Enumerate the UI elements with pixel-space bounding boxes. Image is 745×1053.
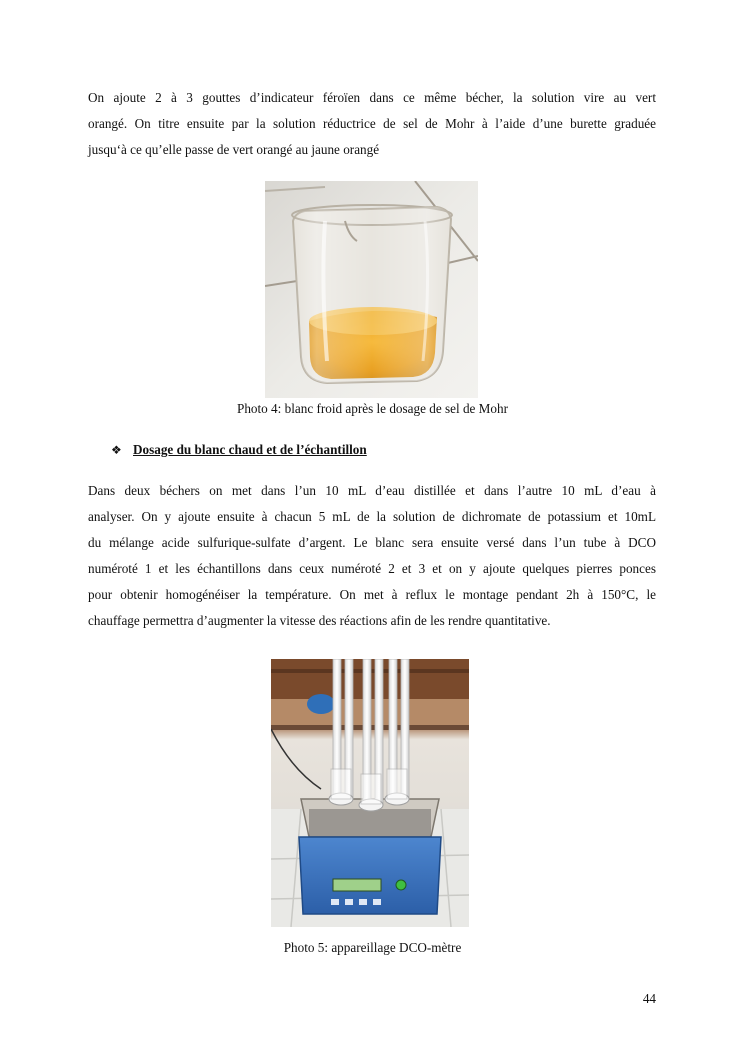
section-title: Dosage du blanc chaud et de l’échantillon bbox=[133, 442, 367, 457]
text-line: analyser. On y ajoute ensuite à chacun 5 mL de la solution de dichromate de potassium et 10mL bbox=[88, 509, 656, 524]
bullet-icon: ❖ bbox=[111, 443, 122, 457]
beaker-photo-image bbox=[265, 181, 478, 398]
text-line: Dans deux béchers on met dans l’un 10 mL d’eau distillée et dans l’autre 10 mL d’eau à bbox=[88, 483, 656, 498]
page-number: 44 bbox=[642, 991, 656, 1006]
text-line: numéroté 1 et les échantillons dans ceux numéroté 2 et 3 et on y ajoute quelques pierres ponces bbox=[88, 561, 656, 576]
paragraph-procedure bbox=[88, 478, 656, 634]
text-line: chauffage permettra d’augmenter la vitesse des réactions afin de les rendre quantitative. bbox=[88, 613, 551, 628]
section-heading bbox=[111, 441, 367, 459]
text-line: orangé. On titre ensuite par la solution réductrice de sel de Mohr à l’aide d’une burette graduée bbox=[88, 116, 656, 131]
cod-apparatus-photo bbox=[271, 659, 469, 927]
paragraph-intro bbox=[88, 85, 656, 163]
text-line: du mélange acide sulfurique-sulfate d’argent. Le blanc sera ensuite versé dans l’un tube à DCO bbox=[88, 535, 656, 550]
photo-caption: Photo 4: blanc froid après le dosage de sel de Mohr bbox=[236, 401, 508, 416]
photo-caption: Photo 5: appareillage DCO-mètre bbox=[283, 940, 462, 955]
beaker-photo bbox=[265, 181, 478, 398]
text-line: pour obtenir homogénéiser la température. On met à reflux le montage pendant 2h à 150°C, le bbox=[88, 587, 656, 602]
text-line: On ajoute 2 à 3 gouttes d’indicateur féroïen dans ce même bécher, la solution vire au vert bbox=[88, 90, 656, 105]
text-line: jusqu‘à ce qu’elle passe de vert orangé au jaune orangé bbox=[88, 142, 380, 157]
cod-apparatus-image bbox=[271, 659, 469, 927]
